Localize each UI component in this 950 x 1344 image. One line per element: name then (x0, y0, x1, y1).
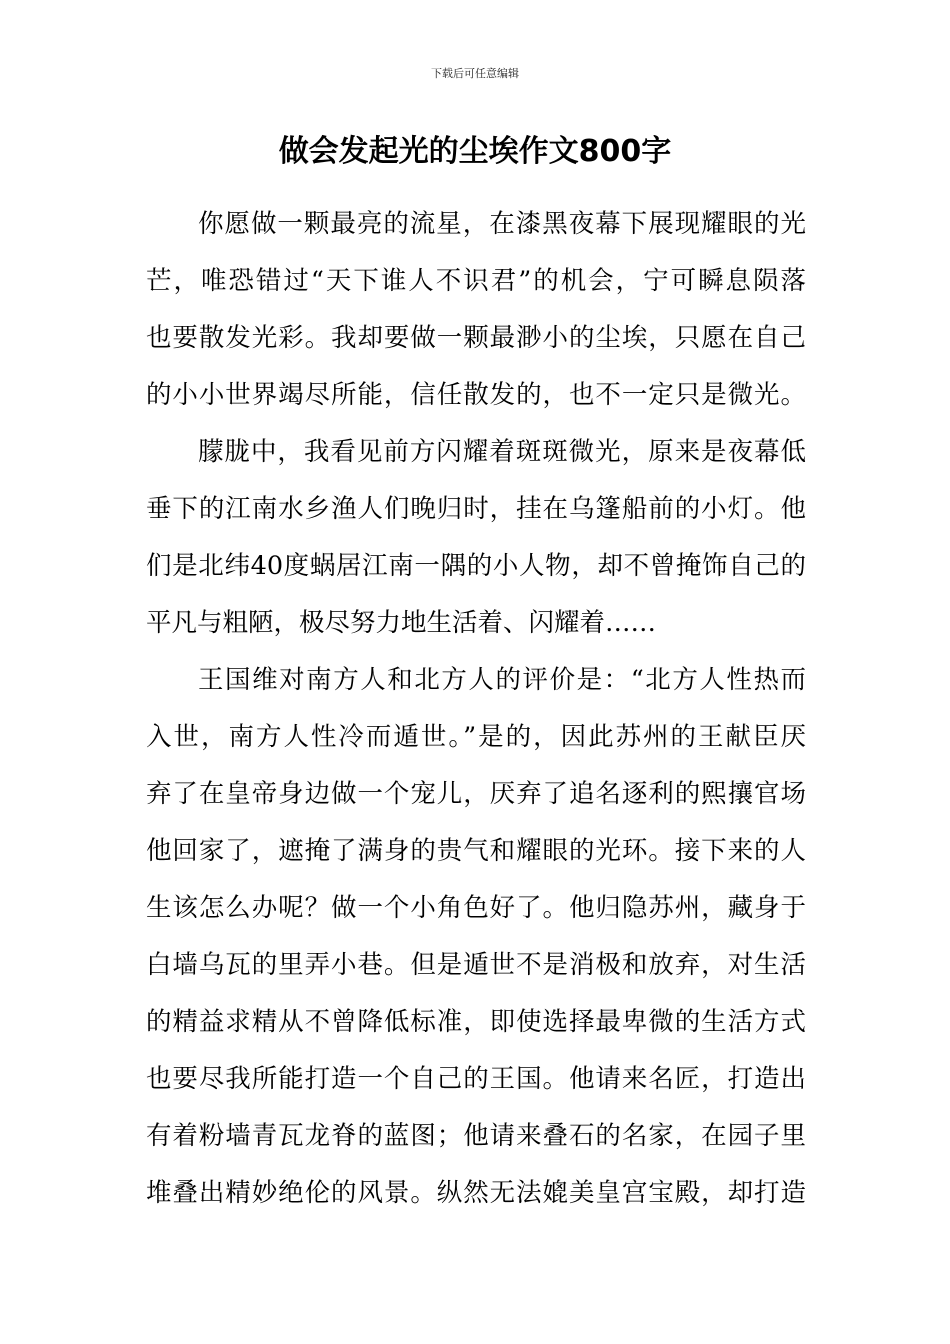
paragraph-line: 王国维对南方人和北方人的评价是：“北方人性热而 (198, 665, 806, 695)
paragraph-line: 们是北纬40度蜗居江南一隅的小人物，却不曾掩饰自己的 (146, 551, 806, 581)
paragraph-line: 的小小世界竭尽所能，信任散发的，也不一定只是微光。 (146, 380, 806, 410)
paragraph-line: 生该怎么办呢？做一个小角色好了。他归隐苏州，藏身于 (146, 893, 806, 923)
paragraph-line: 入世，南方人性冷而遁世。”是的，因此苏州的王献臣厌 (146, 722, 806, 752)
paragraph-line: 他回家了，遮掩了满身的贵气和耀眼的光环。接下来的人 (146, 836, 806, 866)
paragraph-line: 朦胧中，我看见前方闪耀着斑斑微光，原来是夜幕低 (198, 437, 806, 467)
paragraph-line: 也要尽我所能打造一个自己的王国。他请来名匠，打造出 (146, 1064, 806, 1094)
paragraph-line: 也要散发光彩。我却要做一颗最渺小的尘埃，只愿在自己 (146, 323, 806, 353)
paragraph-line: 堆叠出精妙绝伦的风景。纵然无法媲美皇宫宝殿，却打造 (146, 1178, 806, 1208)
paragraph-line: 平凡与粗陋，极尽努力地生活着、闪耀着…… (146, 608, 657, 638)
paragraph-line: 弃了在皇帝身边做一个宠儿，厌弃了追名逐利的熙攘官场 (146, 779, 806, 809)
paragraph-line: 的精益求精从不曾降低标准，即使选择最卑微的生活方式 (146, 1007, 806, 1037)
paragraph-line: 芒，唯恐错过“天下谁人不识君”的机会，宁可瞬息陨落 (146, 266, 806, 296)
paragraph (146, 205, 806, 433)
header-note: 下载后可任意编辑 (431, 67, 519, 80)
paragraph-line: 你愿做一颗最亮的流星，在漆黑夜幕下展现耀眼的光 (198, 209, 806, 239)
paragraph (146, 661, 806, 1231)
document-title: 做会发起光的尘埃作文800字 (278, 134, 672, 169)
document-body (146, 205, 806, 1231)
paragraph (146, 433, 806, 661)
paragraph-line: 白墙乌瓦的里弄小巷。但是遁世不是消极和放弃，对生活 (146, 950, 806, 980)
paragraph-line: 垂下的江南水乡渔人们晚归时，挂在乌篷船前的小灯。他 (146, 494, 806, 524)
paragraph-line: 有着粉墙青瓦龙脊的蓝图；他请来叠石的名家，在园子里 (146, 1121, 806, 1151)
